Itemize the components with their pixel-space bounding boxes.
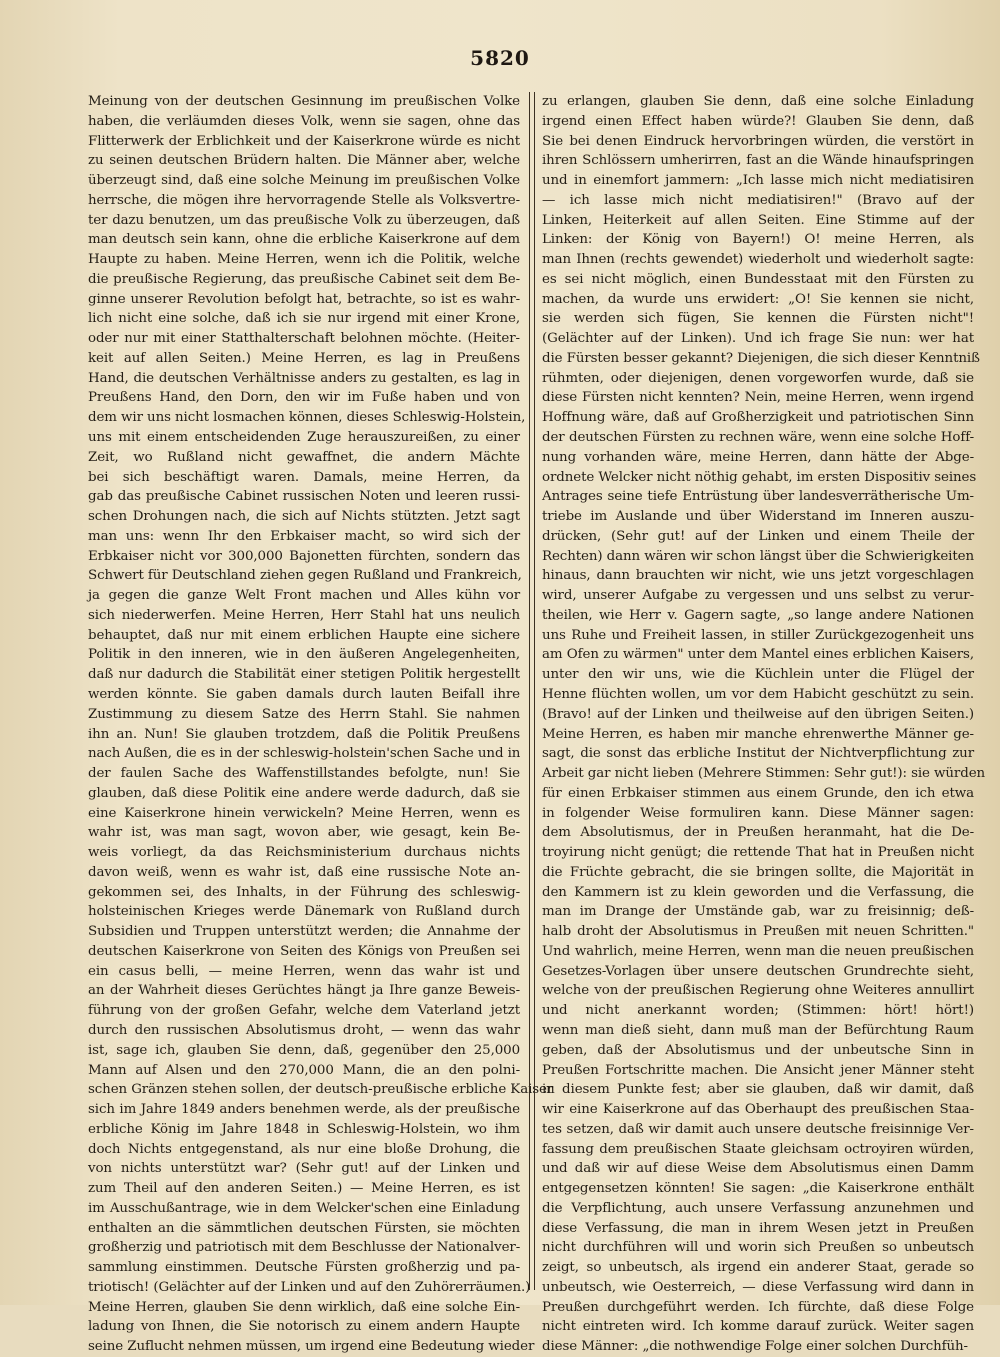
text-line: seine Zuflucht nehmen müssen, um irgend eine Bedeutung wieder bbox=[88, 1339, 535, 1355]
text-line: triotisch! (Gelächter auf der Linken und auf den Zuhörerräumen.) bbox=[88, 1279, 531, 1295]
text-line: irgend einen Effect haben würde?! Glauben Sie denn, daß bbox=[542, 113, 974, 129]
text-line: dem wir uns nicht losmachen können, dieses Schleswig-Holstein, bbox=[88, 410, 526, 426]
text-line: drücken, (Sehr gut! auf der Linken und einem Theile der bbox=[542, 528, 974, 544]
text-line: Mann auf Alsen und den 270,000 Mann, die an den polni- bbox=[88, 1062, 520, 1078]
text-line: ihn an. Nun! Sie glauben trotzdem, daß die Politik Preußens bbox=[88, 726, 520, 742]
text-line: Politik in den inneren, wie in den äußeren Angelegenheiten, bbox=[88, 647, 520, 663]
text-line: an der Wahrheit dieses Gerüchtes hängt ja Ihre ganze Beweis- bbox=[88, 983, 520, 999]
text-line: ter dazu benutzen, um das preußische Volk zu überzeugen, daß bbox=[88, 212, 520, 228]
text-line: Erbkaiser nicht vor 300,000 Bajonetten fürchten, sondern das bbox=[88, 548, 520, 564]
text-line: schen Gränzen stehen sollen, der deutsch-preußische erbliche Kaiser bbox=[88, 1082, 554, 1098]
text-line: entgegensetzen könnten! Sie sagen: „die Kaiserkrone enthält bbox=[542, 1181, 974, 1197]
text-line: zeigt, so unbeutsch, als irgend ein anderer Staat, gerade so bbox=[542, 1260, 974, 1276]
text-line: der faulen Sache des Waffenstillstandes befolgte, nun! Sie bbox=[88, 766, 520, 782]
text-line: nach Außen, die es in der schleswig-holstein'schen Sache und in bbox=[88, 746, 521, 762]
text-line: uns Ruhe und Freiheit lassen, in stiller Zurückgezogenheit uns bbox=[542, 627, 974, 643]
text-line: unbeutsch, wie Oesterreich, — diese Verfassung wird dann in bbox=[542, 1279, 974, 1295]
text-line: Und wahrlich, meine Herren, wenn man die neuen preußischen bbox=[542, 943, 974, 959]
text-line: gab das preußische Cabinet russischen Noten und leeren russi- bbox=[88, 489, 520, 505]
text-line: den Kammern ist zu klein geworden und die Verfassung, die bbox=[542, 884, 974, 900]
left-text-column bbox=[88, 92, 554, 1355]
text-line: welche von der preußischen Regierung ohne Weiteres annullirt bbox=[542, 983, 974, 999]
text-line: die Früchte gebracht, die sie bringen sollte, die Majorität in bbox=[542, 864, 974, 880]
text-line: man uns: wenn Ihr den Erbkaiser macht, so wird sich der bbox=[88, 528, 520, 544]
text-line: Zeit, wo Rußland nicht gewaffnet, die andern Mächte bbox=[88, 449, 520, 465]
text-line: schen Drohungen nach, die sich auf Nichts stützten. Jetzt sagt bbox=[88, 509, 520, 525]
text-line: Antrages seine tiefe Entrüstung über landesverrätherische Um- bbox=[542, 489, 974, 505]
text-line: überzeugt sind, daß eine solche Meinung im preußischen Volke bbox=[88, 173, 520, 189]
text-line: Schwert für Deutschland ziehen gegen Rußland und Frankreich, bbox=[88, 568, 522, 584]
text-line: Meine Herren, glauben Sie denn wirklich, daß eine solche Ein- bbox=[88, 1299, 520, 1315]
text-line: dem Absolutismus, der in Preußen heranmaht, hat die De- bbox=[542, 825, 974, 841]
text-line: theilen, wie Herr v. Gagern sagte, „so lange andere Nationen bbox=[542, 607, 974, 623]
text-line: für einen Erbkaiser stimmen aus einem Grunde, den ich etwa bbox=[542, 785, 974, 801]
text-line: rühmten, oder diejenigen, denen vorgeworfen wurde, daß sie bbox=[542, 370, 974, 386]
text-line: Flitterwerk der Erblichkeit und der Kaiserkrone würde es nicht bbox=[88, 133, 520, 149]
text-line: sagt, die sonst das erbliche Institut der Nichtverpflichtung zur bbox=[542, 746, 974, 762]
text-line: zu erlangen, glauben Sie denn, daß eine solche Einladung bbox=[542, 94, 974, 109]
text-line: oder nur mit einer Statthalterschaft belohnen möchte. (Heiter- bbox=[88, 331, 520, 347]
text-line: nicht durchführen will und worin sich Preußen so unbeutsch bbox=[542, 1240, 974, 1256]
column-divider bbox=[529, 92, 535, 1290]
text-line: Preußens Hand, den Dorn, den wir im Fuße haben und von bbox=[88, 390, 520, 406]
text-line: fassung dem preußischen Staate gleichsam octroyiren würden, bbox=[542, 1141, 974, 1157]
text-line: Henne flüchten wollen, um vor dem Habicht geschützt zu sein. bbox=[542, 686, 974, 702]
text-line: — ich lasse mich nicht mediatisiren!" (Bravo auf der bbox=[542, 192, 974, 208]
text-line: der deutschen Fürsten zu rechnen wäre, wenn eine solche Hoff- bbox=[542, 430, 974, 446]
text-line: Gesetzes-Vorlagen über unsere deutschen Grundrechte sieht, bbox=[542, 963, 974, 979]
text-line: glauben, daß diese Politik eine andere werde dadurch, daß sie bbox=[88, 785, 520, 801]
text-line: weis vorliegt, da das Reichsministerium durchaus nichts bbox=[88, 845, 520, 861]
text-line: erbliche König im Jahre 1848 in Schleswig-Holstein, wo ihm bbox=[88, 1121, 520, 1137]
text-line: großherzig und patriotisch mit dem Beschlusse der Nationalver- bbox=[88, 1240, 521, 1256]
text-line: bei sich beschäftigt waren. Damals, meine Herren, da bbox=[88, 469, 520, 485]
text-line: Preußen Fortschritte machen. Die Ansicht jener Männer steht bbox=[542, 1062, 974, 1078]
text-line: in folgender Weise formuliren kann. Diese Männer sagen: bbox=[542, 805, 974, 821]
text-line: herrsche, die mögen ihre hervorragende Stelle als Volksvertre- bbox=[88, 192, 520, 208]
text-line: am Ofen zu wärmen" unter dem Mantel eines erblichen Kaisers, bbox=[542, 647, 974, 663]
text-line: man im Drange der Umstände gab, war zu freisinnig; deß- bbox=[542, 904, 974, 920]
text-line: zum Theil auf den anderen Seiten.) — Meine Herren, es ist bbox=[88, 1181, 520, 1197]
text-line: man deutsch sein kann, ohne die erbliche Kaiserkrone auf dem bbox=[88, 232, 520, 248]
text-line: Meinung von der deutschen Gesinnung im preußischen Volke bbox=[88, 94, 520, 109]
text-line: Sie bei denen Eindruck hervorbringen würden, die verstört in bbox=[542, 133, 974, 149]
text-line: halb droht der Absolutismus in Preußen mit neuen Schritten." bbox=[542, 924, 974, 940]
text-line: (Bravo! auf der Linken und theilweise auf den übrigen Seiten.) bbox=[542, 706, 974, 722]
text-line: (Gelächter auf der Linken). Und ich frage Sie nun: wer hat bbox=[542, 331, 974, 347]
text-line: man Ihnen (rechts gewendet) wiederholt und wiederholt sagte: bbox=[542, 252, 974, 268]
text-line: uns mit einem entscheidenden Zuge herauszureißen, zu einer bbox=[88, 430, 520, 446]
text-line: davon weiß, wenn es wahr ist, daß eine russische Note an- bbox=[88, 864, 520, 880]
text-line: die Verpflichtung, auch unsere Verfassung anzunehmen und bbox=[542, 1200, 974, 1216]
text-line: sie werden sich fügen, Sie kennen die Fürsten nicht"! bbox=[542, 311, 974, 327]
text-line: diese Verfassung, die man in ihrem Wesen jetzt in Preußen bbox=[542, 1220, 974, 1236]
text-line: Arbeit gar nicht lieben (Mehrere Stimmen: Sehr gut!): sie würden bbox=[542, 766, 986, 782]
text-line: Preußen durchgeführt werden. Ich fürchte, daß diese Folge bbox=[542, 1299, 974, 1315]
text-line: holsteinischen Krieges werde Dänemark von Rußland durch bbox=[88, 904, 520, 920]
text-line: in diesem Punkte fest; aber sie glauben, daß wir damit, daß bbox=[542, 1082, 974, 1098]
text-line: unter den wir uns, wie die Küchlein unter die Flügel der bbox=[542, 667, 974, 683]
text-line: zu seinen deutschen Brüdern halten. Die Männer aber, welche bbox=[88, 153, 520, 169]
text-line: nicht eintreten wird. Ich komme darauf zurück. Weiter sagen bbox=[542, 1319, 974, 1335]
text-line: gekommen sei, des Inhalts, in der Führung des schleswig- bbox=[88, 884, 520, 900]
page-number: 5820 bbox=[470, 46, 530, 70]
text-line: Zustimmung zu diesem Satze des Herrn Stahl. Sie nahmen bbox=[88, 706, 520, 722]
text-line: Haupte zu haben. Meine Herren, wenn ich die Politik, welche bbox=[88, 252, 520, 268]
text-line: ist, sage ich, glauben Sie denn, daß, gegenüber den 25,000 bbox=[88, 1042, 520, 1058]
text-line: Subsidien und Truppen unterstützt werden; die Annahme der bbox=[88, 924, 520, 940]
text-line: wird, unserer Aufgabe zu vergessen und uns selbst zu verur- bbox=[542, 588, 974, 604]
text-line: triebe im Auslande und über Widerstand im Inneren auszu- bbox=[542, 509, 974, 525]
text-line: Hoffnung wäre, daß auf Großherzigkeit und patriotischen Sinn bbox=[542, 410, 974, 426]
text-line: Hand, die deutschen Verhältnisse anders zu gestalten, es lag in bbox=[88, 370, 520, 386]
text-line: ginne unserer Revolution befolgt hat, betrachte, so ist es wahr- bbox=[88, 291, 520, 307]
text-line: wenn man dieß sieht, dann muß man der Befürchtung Raum bbox=[542, 1022, 974, 1038]
text-line: nung vorhanden wäre, meine Herren, dann hätte der Abge- bbox=[542, 449, 974, 465]
text-line: ladung von Ihnen, die Sie notorisch zu einem andern Haupte bbox=[88, 1319, 520, 1335]
text-line: hinaus, dann brauchten wir nicht, wie uns jetzt vorgeschlagen bbox=[542, 568, 974, 584]
text-line: machen, da wurde uns erwidert: „O! Sie kennen sie nicht, bbox=[542, 291, 974, 307]
text-line: tes setzen, daß wir damit auch unsere deutsche freisinnige Ver- bbox=[542, 1121, 974, 1137]
text-line: sammlung einstimmen. Deutsche Fürsten großherzig und pa- bbox=[88, 1260, 520, 1276]
text-line: haben, die verläumden dieses Volk, wenn sie sagen, ohne das bbox=[88, 113, 520, 129]
text-line: Meine Herren, es haben mir manche ehrenwerthe Männer ge- bbox=[542, 726, 974, 742]
text-line: wahr ist, was man sagt, wovon aber, wie gesagt, kein Be- bbox=[88, 825, 520, 841]
text-line: werden könnte. Sie gaben damals durch lauten Beifall ihre bbox=[88, 686, 520, 702]
text-line: und in einemfort jammern: „Ich lasse mich nicht mediatisiren bbox=[542, 173, 974, 189]
text-line: enthalten an die sämmtlichen deutschen Fürsten, sie möchten bbox=[88, 1220, 520, 1236]
text-line: troyirung nicht genügt; die rettende That hat in Preußen nicht bbox=[542, 845, 974, 861]
text-line: Linken, Heiterkeit auf allen Seiten. Eine Stimme auf der bbox=[542, 212, 974, 228]
text-line: von nichts unterstützt war? (Sehr gut! auf der Linken und bbox=[88, 1161, 520, 1177]
text-line: ihren Schlössern umherirren, fast an die Wände hinaufspringen bbox=[542, 153, 974, 169]
right-text-column bbox=[542, 92, 986, 1355]
text-line: durch den russischen Absolutismus droht, — wenn das wahr bbox=[88, 1022, 520, 1038]
text-line: lich nicht eine solche, daß ich sie nur irgend mit einer Krone, bbox=[88, 311, 520, 327]
text-line: doch Nichts entgegenstand, als nur eine bloße Drohung, die bbox=[88, 1141, 520, 1157]
text-line: sich niederwerfen. Meine Herren, Herr Stahl hat uns neulich bbox=[88, 607, 520, 623]
text-line: und daß wir auf diese Weise dem Absolutismus einen Damm bbox=[542, 1161, 974, 1177]
text-line: deutschen Kaiserkrone von Seiten des Königs von Preußen sei bbox=[88, 943, 520, 959]
text-line: die preußische Regierung, das preußische Cabinet seit dem Be- bbox=[88, 271, 520, 287]
text-line: behauptet, daß nur mit einem erblichen Haupte eine sichere bbox=[88, 627, 520, 643]
text-line: diese Fürsten nicht kennten? Nein, meine Herren, wenn irgend bbox=[542, 390, 974, 406]
text-line: geben, daß der Absolutismus und der unbeutsche Sinn in bbox=[542, 1042, 974, 1058]
text-line: im Ausschußantrage, wie in dem Welcker'schen eine Einladung bbox=[88, 1200, 520, 1216]
text-line: eine Kaiserkrone hinein verwickeln? Meine Herren, wenn es bbox=[88, 805, 520, 821]
text-line: ja gegen die ganze Welt Front machen und Alles kühn vor bbox=[88, 588, 520, 604]
text-line: führung von der großen Gefahr, welche dem Vaterland jetzt bbox=[88, 1003, 520, 1019]
text-line: Rechten) dann wären wir schon längst über die Schwierigkeiten bbox=[542, 548, 974, 564]
text-line: diese Männer: „die nothwendige Folge einer solchen Durchfüh- bbox=[542, 1339, 968, 1355]
text-line: und nicht anerkannt worden; (Stimmen: hört! hört!) bbox=[542, 1003, 974, 1019]
text-line: daß nur dadurch die Stabilität einer stetigen Politik hergestellt bbox=[88, 667, 520, 683]
text-line: ordnete Welcker nicht nöthig gehabt, im ersten Dispositiv seines bbox=[542, 469, 977, 485]
text-line: Linken: der König von Bayern!) O! meine Herren, als bbox=[542, 232, 974, 248]
text-line: die Fürsten besser gekannt? Diejenigen, die sich dieser Kenntniß bbox=[542, 350, 980, 366]
text-line: keit auf allen Seiten.) Meine Herren, es lag in Preußens bbox=[88, 350, 520, 366]
text-line: sich im Jahre 1849 anders benehmen werde, als der preußische bbox=[88, 1102, 520, 1118]
text-line: wir eine Kaiserkrone auf das Oberhaupt des preußischen Staa- bbox=[542, 1102, 974, 1118]
text-line: ein casus belli, — meine Herren, wenn das wahr ist und bbox=[88, 963, 520, 979]
text-line: es sei nicht möglich, einen Bundesstaat mit den Fürsten zu bbox=[542, 271, 974, 287]
